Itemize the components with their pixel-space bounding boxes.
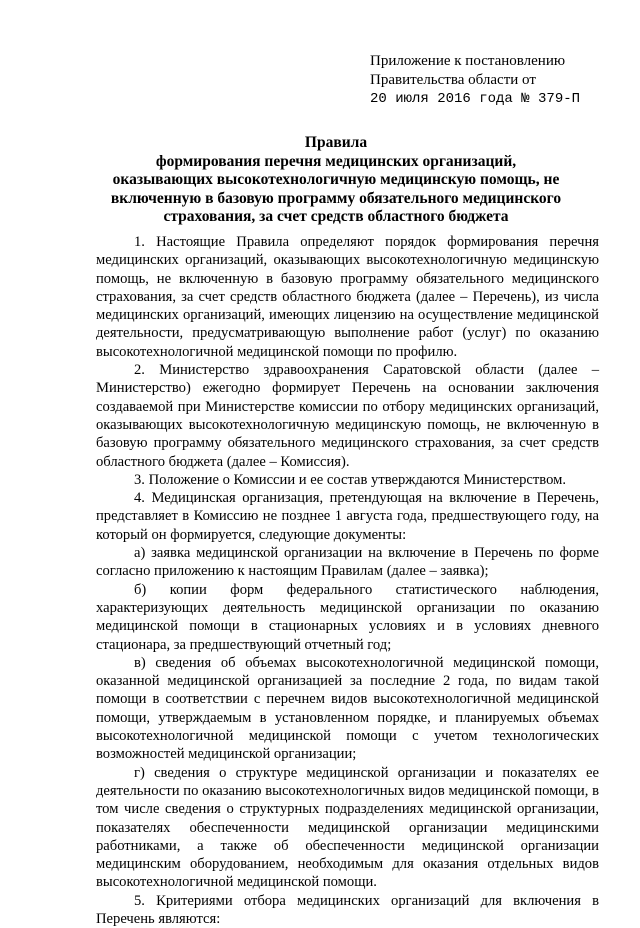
- title-subtitle: формирования перечня медицинских организаций, оказывающих высокотехнологичную медицинскую помощь, не включенную в базовую программу обязательного медицинского страхования, за счет средств областного бюджета: [110, 152, 562, 225]
- document-body: [96, 233, 599, 928]
- paragraph-4v: в) сведения об объемах высокотехнологичной медицинской помощи, оказанной медицинской организацией за последние 2 года, по видам такой помощи в соответствии с перечнем видов высокотехнологичной медицинской помощи, утверждаемым в установленном порядке, и планируемых объемах высокотехнологичной медицинской помощи с учетом технологических возможностей медицинской организации;: [96, 654, 599, 763]
- title-heading: Правила: [304, 134, 368, 151]
- appendix-line-1: Приложение к постановлению: [370, 53, 566, 69]
- paragraph-5: 5. Критериями отбора медицинских организаций для включения в Перечень являются:: [96, 892, 599, 927]
- paragraph-1: 1. Настоящие Правила определяют порядок формирования перечня медицинских организаций, оказывающих высокотехнологичную медицинскую помощь, не включенную в базовую программу обязательного медицинского страхования, за счет средств областного бюджета (далее – Перечень), из числа медицинских организаций, имеющих лицензию на осуществление медицинской деятельности, предусматривающую выполнение работ (услуг) по оказанию высокотехнологичной медицинской помощи по профилю.: [96, 234, 599, 360]
- paragraph-4g: г) сведения о структуре медицинской организации и показателях ее деятельности по оказанию высокотехнологичных видов медицинской помощи, в том числе сведения о структурных подразделениях медицинской организации, показателях обеспеченности медицинской организации медицинскими работниками, а также об обеспеченности медицинской организации медицинским оборудованием, необходимым для оказания отдельных видов высокотехнологичной медицинской помощи.: [96, 764, 599, 891]
- paragraph-4: 4. Медицинская организация, претендующая на включение в Перечень, представляет в Комиссию не позднее 1 августа года, предшествующего году, на который он формируется, следующие документы:: [96, 490, 599, 543]
- document-title: [105, 134, 567, 227]
- appendix-header: [370, 52, 620, 109]
- paragraph-4a: а) заявка медицинской организации на включение в Перечень по форме согласно приложению к настоящим Правилам (далее – заявка);: [96, 545, 599, 580]
- appendix-line-3: 20 июля 2016 года № 379-П: [370, 91, 581, 107]
- paragraph-4b: б) копии форм федерального статистического наблюдения, характеризующих деятельность медицинской организации по оказанию медицинской помощи в стационарных условиях и в условиях дневного стационара, за предшествующий отчетный год;: [96, 581, 599, 653]
- appendix-line-2: Правительства области от: [370, 72, 536, 88]
- paragraph-2: 2. Министерство здравоохранения Саратовской области (далее – Министерство) ежегодно формирует Перечень на основании заключения создаваемой при Министерстве комиссии по отбору медицинских организаций, оказывающих высокотехнологичную медицинскую помощь, не включенную в базовую программу обязательного медицинского страхования, за счет средств областного бюджета (далее – Комиссия).: [96, 362, 599, 470]
- paragraph-3: 3. Положение о Комиссии и ее состав утверждаются Министерством.: [134, 471, 566, 488]
